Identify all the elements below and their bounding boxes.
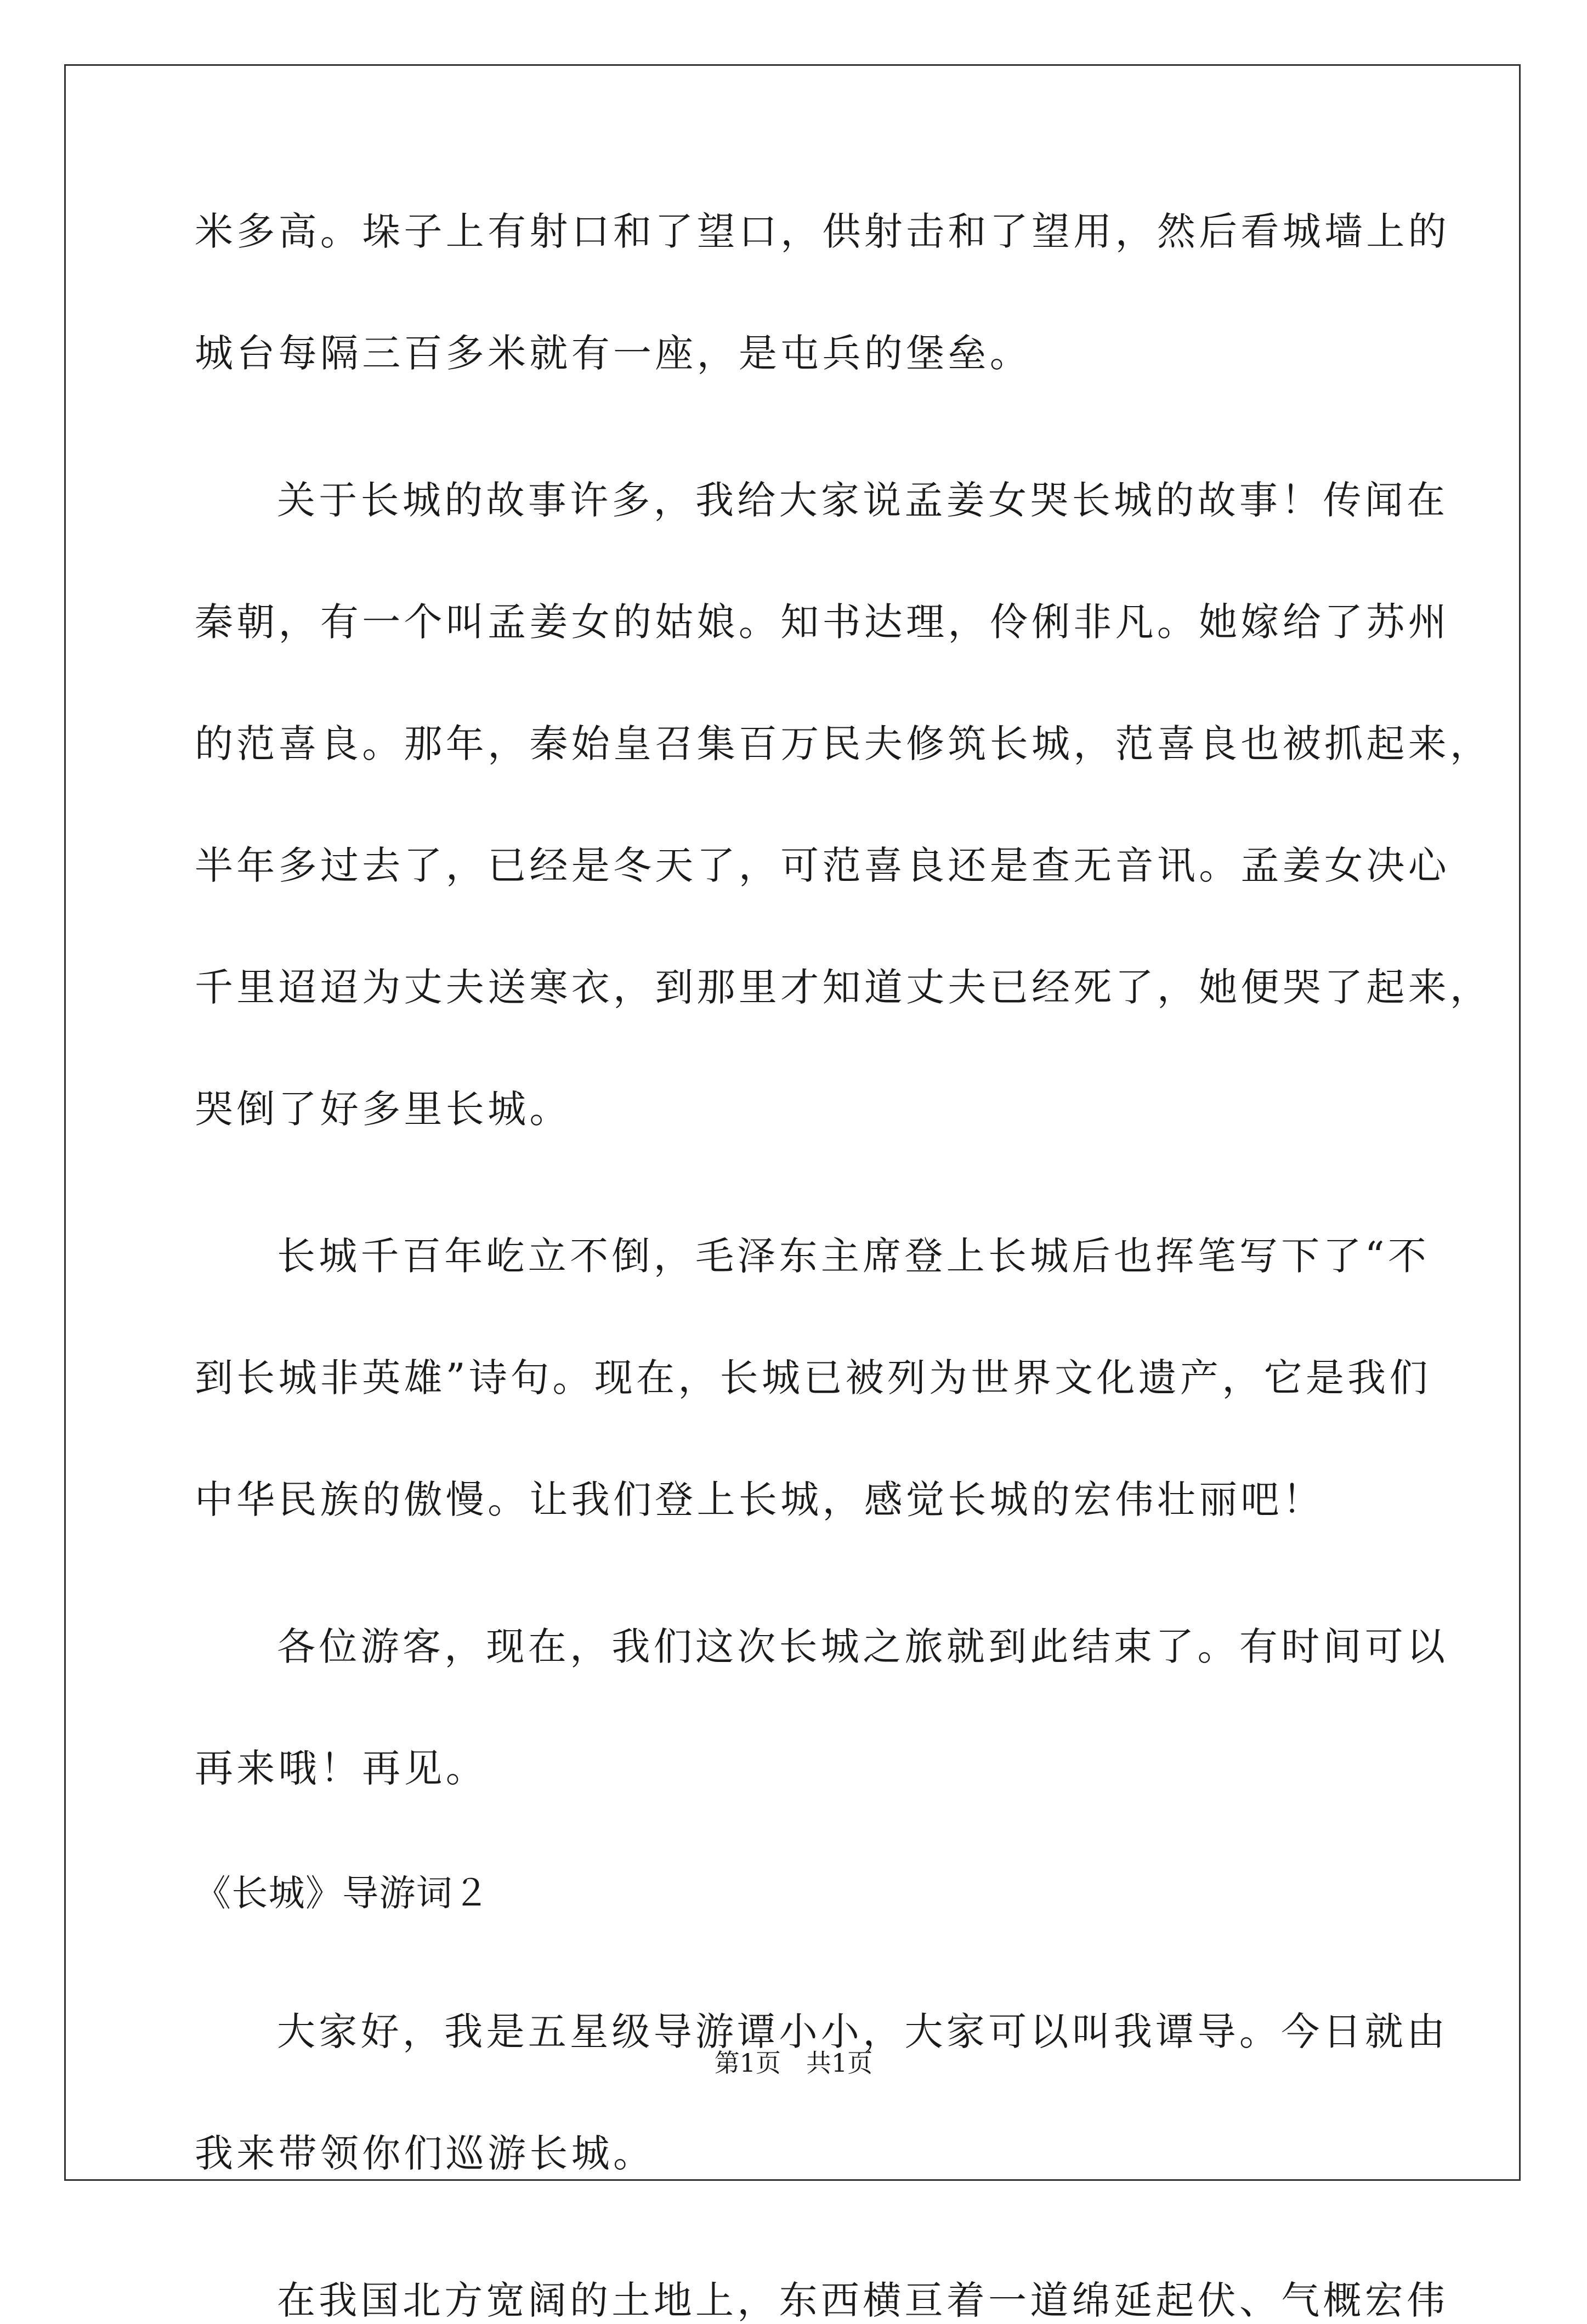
text-line: 中华民族的傲慢。让我们登上长城，感觉长城的宏伟壮丽吧！	[195, 1477, 1325, 1522]
paragraph-start-line: 大家好，我是五星级导游谭小小，大家可以叫我谭导。今日就由	[277, 2009, 1449, 2054]
page-number-footer: 第1页 共1页	[714, 2048, 873, 2078]
text-line: 哭倒了好多里长城。	[195, 1087, 571, 1132]
paragraph-start-line: 关于长城的故事许多，我给大家说孟姜女哭长城的故事！传闻在	[277, 478, 1449, 523]
text-line: 半年多过去了，已经是冬天了，可范喜良还是查无音讯。孟姜女决心	[195, 843, 1450, 888]
text-line: 到长城非英雄”诗句。现在，长城已被列为世界文化遗产，它是我们	[195, 1355, 1431, 1400]
text-line: 我来带领你们巡游长城。	[195, 2131, 655, 2176]
section-heading: 《长城》导游词２	[195, 1872, 490, 1914]
text-line: 的范喜良。那年，秦始皇召集百万民夫修筑长城，范喜良也被抓起来，	[195, 721, 1492, 766]
paragraph-start-line: 长城千百年屹立不倒，毛泽东主席登上长城后也挥笔写下了“不	[277, 1234, 1430, 1279]
text-line: 城台每隔三百多米就有一座，是屯兵的堡垒。	[195, 331, 1031, 376]
document-body	[195, 208, 1492, 2324]
text-line: 米多高。垛子上有射口和了望口，供射击和了望用，然后看城墙上的	[195, 209, 1450, 254]
text-line: 千里迢迢为丈夫送寒衣，到那里才知道丈夫已经死了，她便哭了起来，	[195, 965, 1492, 1010]
paragraph-start-line: 各位游客，现在，我们这次长城之旅就到此结束了。有时间可以	[277, 1624, 1449, 1669]
paragraph-start-line: 在我国北方宽阔的土地上，东西横亘着一道绵延起伏、气概宏伟	[277, 2278, 1449, 2323]
text-line: 再来哦！再见。	[195, 1746, 488, 1791]
text-line: 秦朝，有一个叫孟姜女的姑娘。知书达理，伶俐非凡。她嫁给了苏州	[195, 600, 1450, 644]
